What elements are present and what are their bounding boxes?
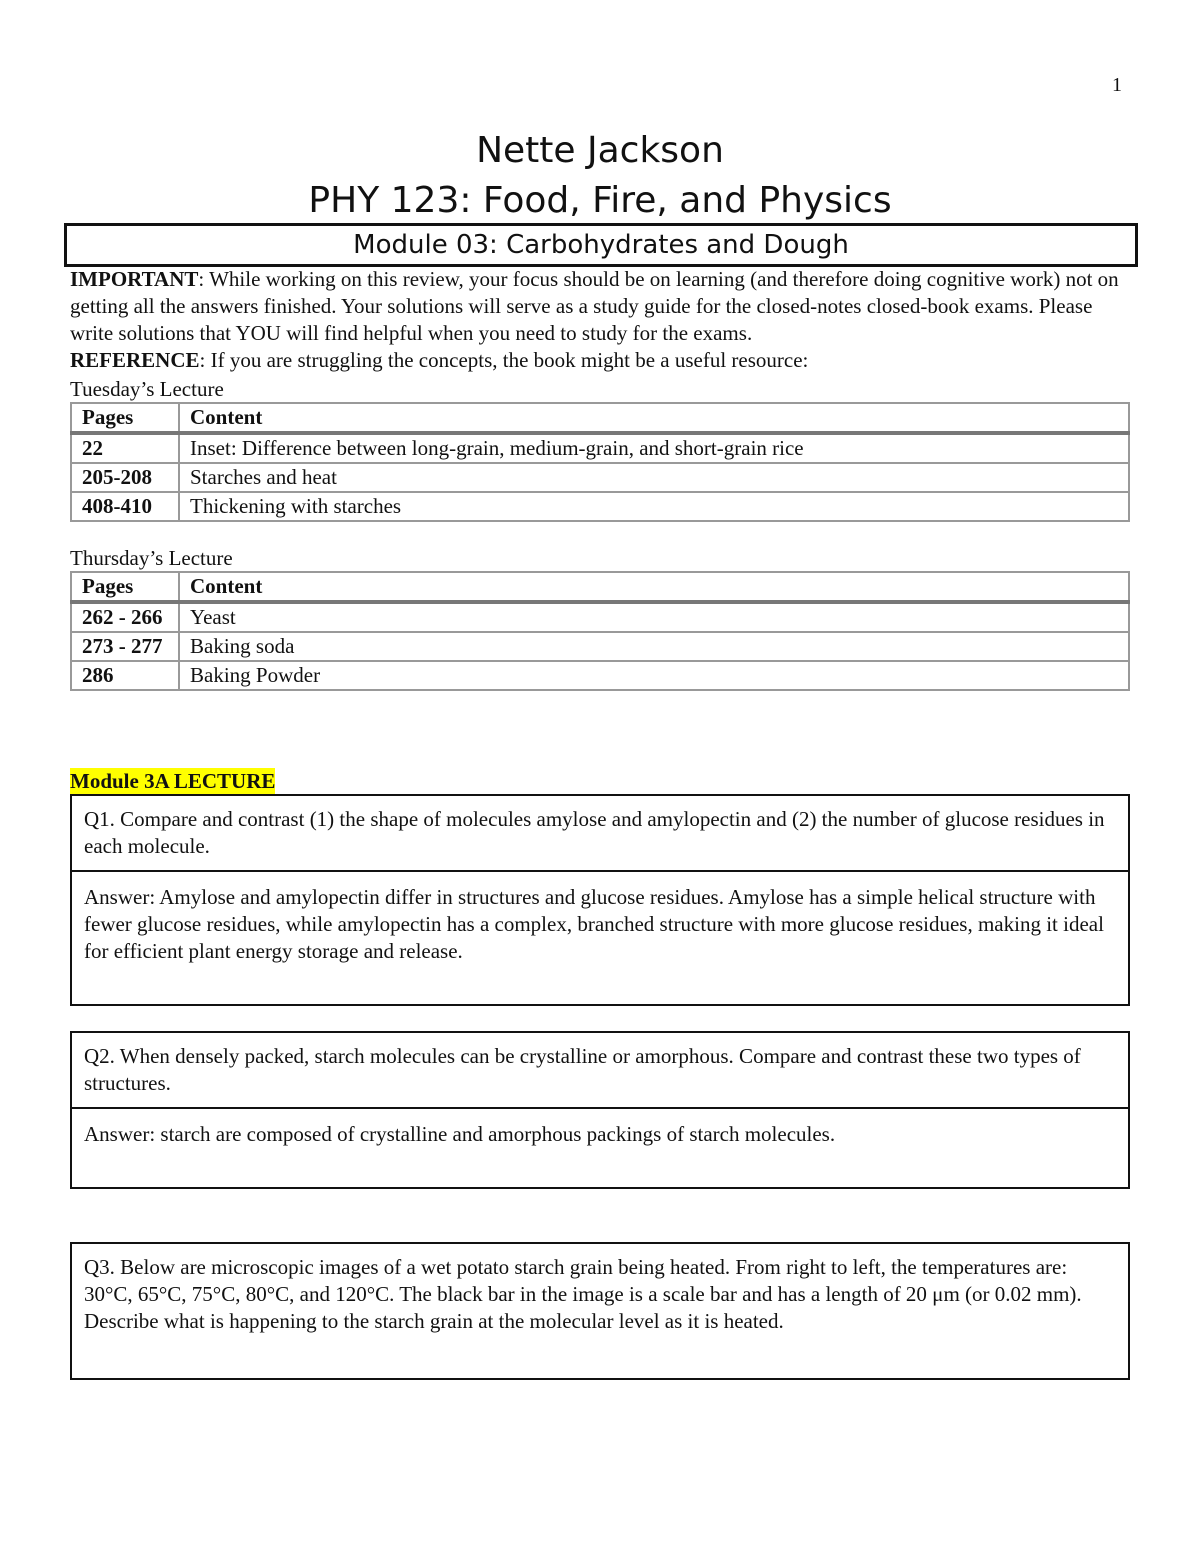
table-row — [71, 661, 1129, 690]
question-1-text: Q1. Compare and contrast (1) the shape of molecules amylose and amylopectin and (2) the number of glucose residues in each molecule. — [72, 796, 1128, 872]
answer-2-text[interactable]: Answer: starch are composed of crystalline and amorphous packings of starch molecules. — [84, 1122, 836, 1146]
intro-text — [70, 266, 1138, 374]
pages-cell: 408-410 — [71, 492, 179, 521]
content-header: Content — [179, 403, 1129, 433]
module-3a-heading: Module 3A LECTURE — [70, 769, 276, 793]
table-row — [71, 463, 1129, 492]
pages-header: Pages — [71, 572, 179, 602]
important-paragraph — [70, 266, 1138, 347]
content-cell: Starches and heat — [179, 463, 1129, 492]
question-3-text: Q3. Below are microscopic images of a wet potato starch grain being heated. From right to left, the temperatures are: 30°C, 65°C, 75°C, 80°C, and 120°C. The black bar in the image is a scale bar and has a length of 20 μm (or 0.02 mm). Describe what is happening to the starch grain at the molecular level as it is heated. — [84, 1255, 1082, 1333]
author-name: Nette Jackson — [476, 130, 724, 171]
content-cell: Baking soda — [179, 632, 1129, 661]
question-3-box — [70, 1242, 1130, 1380]
module-title: Module 03: Carbohydrates and Dough — [64, 223, 1138, 267]
table-row — [71, 602, 1129, 632]
tuesday-table — [70, 402, 1130, 522]
reference-text: : If you are struggling the concepts, the book might be a useful resource: — [199, 348, 809, 372]
answer-1-text[interactable]: Answer: Amylose and amylopectin differ in structures and glucose residues. Amylose has a simple helical structure with fewer glucose residues, while amylopectin has a complex, branched structure with more glucose residues, making it ideal for efficient plant energy storage and release. — [84, 885, 1104, 963]
pages-header: Pages — [71, 403, 179, 433]
pages-cell: 262 - 266 — [71, 602, 179, 632]
important-label: IMPORTANT — [70, 267, 199, 291]
question-2-box — [70, 1031, 1130, 1189]
pages-cell: 286 — [71, 661, 179, 690]
table-row — [71, 492, 1129, 521]
content-cell: Thickening with starches — [179, 492, 1129, 521]
page-number: 1 — [1112, 74, 1122, 96]
table-header-row — [71, 572, 1129, 602]
content-cell: Yeast — [179, 602, 1129, 632]
pages-cell: 273 - 277 — [71, 632, 179, 661]
table-row — [71, 632, 1129, 661]
content-cell: Inset: Difference between long-grain, medium-grain, and short-grain rice — [179, 433, 1129, 463]
pages-cell: 205-208 — [71, 463, 179, 492]
table-row — [71, 433, 1129, 463]
content-header: Content — [179, 572, 1129, 602]
reference-paragraph — [70, 347, 1138, 374]
question-2-text: Q2. When densely packed, starch molecules can be crystalline or amorphous. Compare and contrast these two types of structures. — [72, 1033, 1128, 1109]
content-cell: Baking Powder — [179, 661, 1129, 690]
pages-cell: 22 — [71, 433, 179, 463]
thursday-label: Thursday’s Lecture — [70, 546, 233, 570]
table-header-row — [71, 403, 1129, 433]
thursday-table — [70, 571, 1130, 691]
tuesday-label: Tuesday’s Lecture — [70, 377, 224, 401]
course-title: PHY 123: Food, Fire, and Physics — [308, 180, 892, 221]
reference-label: REFERENCE — [70, 348, 200, 372]
question-1-box — [70, 794, 1130, 1006]
important-text: : While working on this review, your focus should be on learning (and therefore doing cognitive work) not on getting all the answers finished. Your solutions will serve as a study guide for the closed-notes closed-book exams. Please write solutions that YOU will find helpful when you need to study for the exams. — [70, 267, 1119, 345]
